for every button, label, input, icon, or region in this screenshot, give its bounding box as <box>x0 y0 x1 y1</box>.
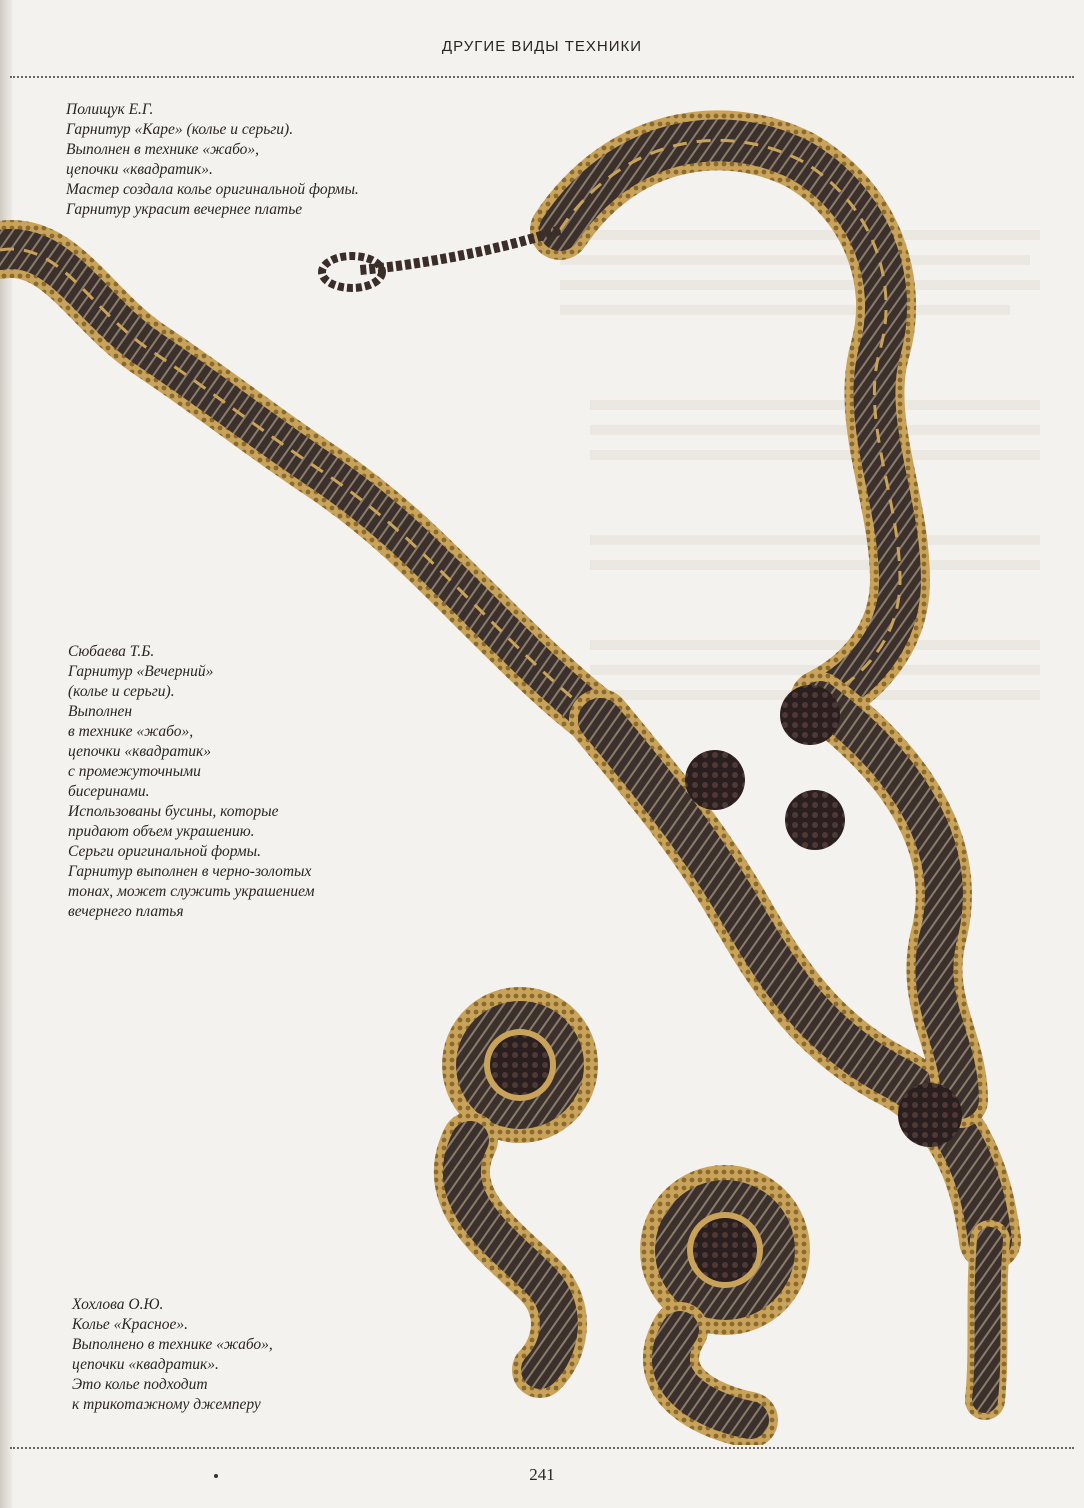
caption-line: Хохлова О.Ю. <box>72 1296 164 1313</box>
caption-line: придают объем украшению. <box>68 823 255 840</box>
caption-line: Выполнен в технике «жабо», <box>66 141 260 158</box>
running-head: ДРУГИЕ ВИДЫ ТЕХНИКИ <box>441 38 643 55</box>
earring-right <box>640 1165 810 1420</box>
caption-line: Серьги оригинальной формы. <box>68 843 261 860</box>
caption-line: Гарнитур «Вечерний» <box>68 663 214 680</box>
earring-left <box>442 987 598 1370</box>
caption-line: Это колье подходит <box>72 1376 208 1393</box>
caption-line: тонах, может служить украшением <box>68 883 315 900</box>
caption-line: Мастер создала колье оригинальной формы. <box>66 181 359 198</box>
caption-line: Колье «Красное». <box>72 1316 189 1333</box>
caption-line: цепочки «квадратик». <box>72 1356 219 1373</box>
caption-syubaeva <box>68 642 314 922</box>
caption-line: с промежуточными <box>68 763 201 780</box>
caption-line: в технике «жабо», <box>68 723 194 740</box>
bottom-dotted-rule <box>10 1447 1074 1449</box>
caption-line: Полищук Е.Г. <box>66 101 154 118</box>
caption-line: Гарнитур украсит вечернее платье <box>66 201 303 218</box>
page-number: 241 <box>529 1465 555 1484</box>
caption-line: бисеринами. <box>68 783 150 800</box>
caption-line: Сюбаева Т.Б. <box>68 643 155 660</box>
caption-hohlova <box>72 1295 273 1415</box>
caption-line: Гарнитур «Каре» (колье и серьги). <box>66 121 294 138</box>
necklace-upper-right <box>322 140 900 700</box>
caption-line: (колье и серьги). <box>68 683 175 700</box>
caption-line: цепочки «квадратик» <box>68 743 212 760</box>
caption-line: вечернего платья <box>68 903 184 920</box>
caption-polischuk <box>66 100 359 220</box>
caption-line: Гарнитур выполнен в черно-золотых <box>68 863 312 880</box>
caption-line: Выполнен <box>68 703 133 720</box>
caption-line: Использованы бусины, которые <box>68 803 279 820</box>
caption-line: Выполнено в технике «жабо», <box>72 1336 273 1353</box>
caption-line: цепочки «квадратик». <box>66 161 213 178</box>
top-dotted-rule <box>10 76 1074 78</box>
caption-line: к трикотажному джемперу <box>72 1396 261 1413</box>
